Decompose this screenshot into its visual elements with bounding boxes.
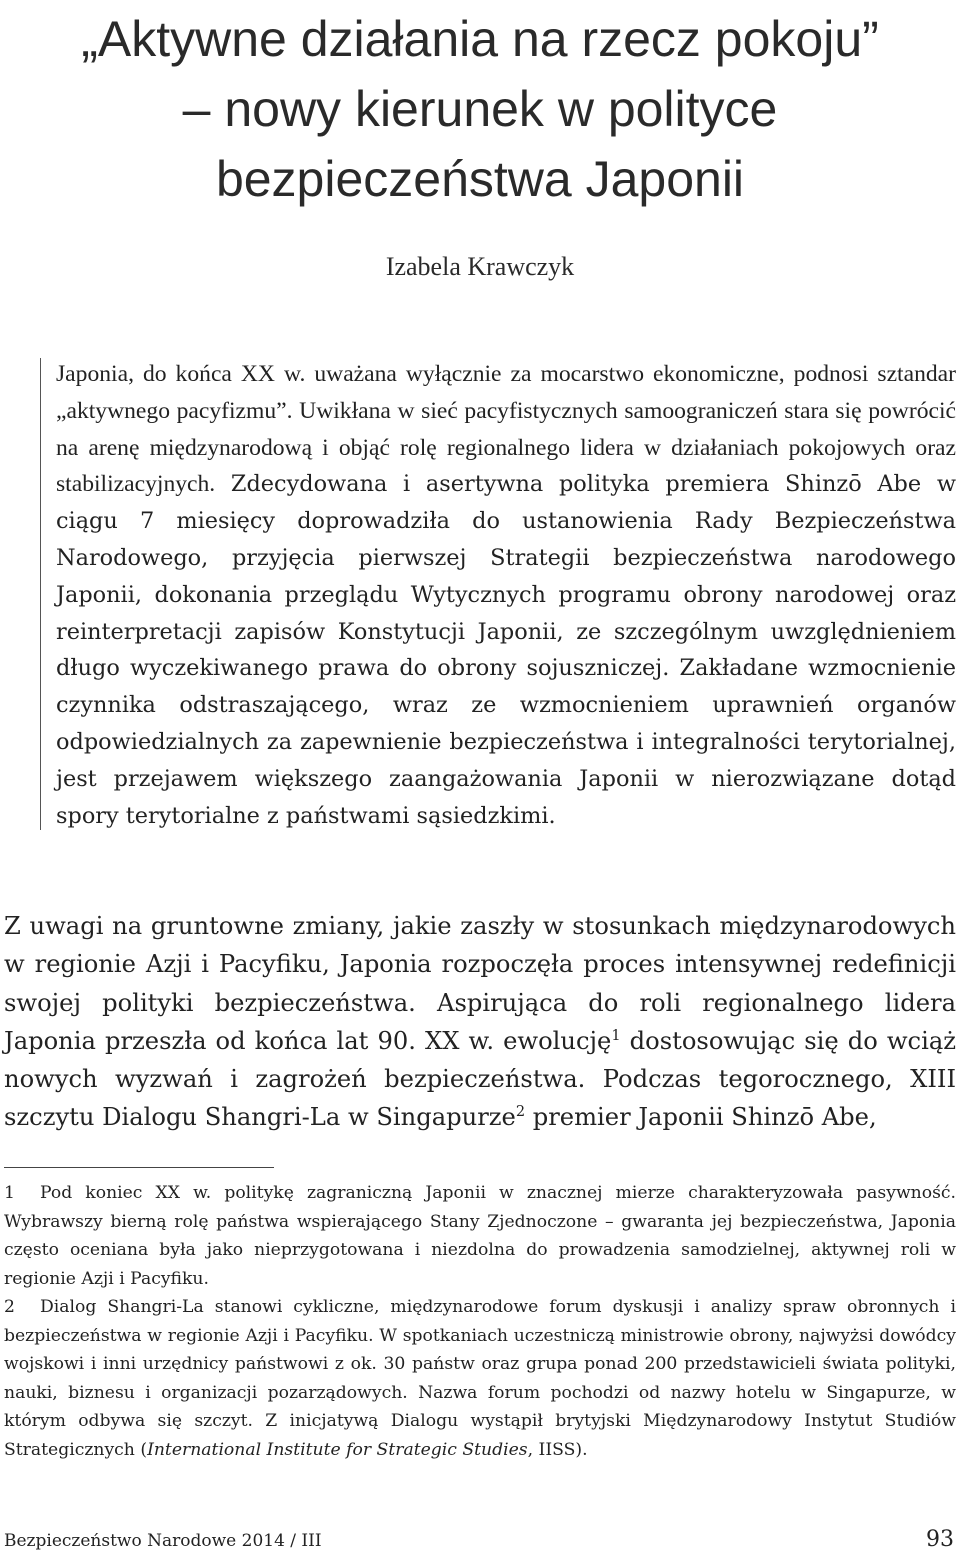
footnote-2-italic: International Institute for Strategic Studies [147, 1439, 528, 1460]
footnote-1 [4, 1179, 956, 1293]
footnote-2-tail: , IISS). [527, 1439, 588, 1460]
footnote-number-1: 1 [4, 1183, 15, 1203]
author-name: Izabela Krawczyk [385, 252, 575, 281]
title-line-3: bezpieczeństwa Japonii [215, 151, 745, 207]
article-title [0, 4, 960, 214]
body-text-1: Z uwagi na gruntowne zmiany, jakie zaszły w stosunkach międzynarodowych w regionie Azji i Pacyfiku, Japonia rozpoczęła proces intensywnej redefinicji swojej polityki bezpieczeństwa. Aspirująca do roli regionalnego lidera Japonia przeszła od końca lat 90. XX w. ewolucję [4, 912, 956, 1055]
body-paragraph [4, 907, 956, 1137]
page-number: 93 [926, 1527, 954, 1552]
footnote-number-2: 2 [4, 1297, 15, 1317]
abstract-text [56, 356, 956, 834]
footnote-2 [4, 1293, 956, 1464]
title-line-2: – nowy kierunek w polityce [182, 81, 778, 137]
body-text-2: dostosowując się do wciąż nowych wyzwań i zagrożeń bezpieczeństwa. Podczas tegorocznego, XIII szczytu Dialogu Shangri-La w Singapurze [4, 1026, 956, 1132]
journal-name: Bezpieczeństwo Narodowe 2014 / III [4, 1531, 322, 1551]
footnote-ref-1[interactable]: 1 [611, 1027, 621, 1044]
footnote-divider [4, 1167, 274, 1168]
body-text-3: premier Japonii Shinzō Abe, [525, 1103, 877, 1132]
abstract-text-part-2: Zdecydowana i asertywna polityka premiera Shinzō Abe w ciągu 7 miesięcy doprowadziła do ustanowienia Rady Bezpieczeństwa Narodowego, przyjęcia pierwszej Strategii bezpieczeństwa narodowego Japonii, dokonania przeglądu Wytycznych programu obrony narodowej oraz reinterpretacji zapisów Konstytucji Japonii, ze szczególnym uwzględnieniem długo wyczekiwanego prawa do obrony sojuszniczej. Zakładane wzmocnienie czynnika odstraszającego, wraz ze wzmocnieniem uprawnień organów odpowiedzialnych za zapewnienie bezpieczeństwa i integralności terytorialnej, jest przejawem większego zaangażowania Japonii w nierozwiązane dotąd spory terytorialne z państwami sąsiedzkimi. [56, 471, 956, 829]
abstract-text-part-1: Japonia, do końca XX w. uważana wyłącznie za mocarstwo ekonomiczne, podnosi sztandar „aktywnego pacyfizmu”. Uwikłana w sieć pacyfistycznych samoograniczeń stara się powrócić na arenę międzynarodową i objąć rolę regionalnego lidera w działaniach pokojowych oraz stabilizacyjnych. [56, 361, 956, 498]
abstract-block [40, 358, 960, 830]
footnote-text-2: Dialog Shangri-La stanowi cykliczne, międzynarodowe forum dyskusji i analizy spraw obronnych i bezpieczeństwa w regionie Azji i Pacyfiku. W spotkaniach uczestniczą ministrowie obrony, najwyżsi dowódcy wojskowi i inni urzędnicy państwowi z ok. 30 państw oraz grupa ponad 200 przedstawicieli świata polityki, nauki, biznesu i organizacji pozarządowych. Nazwa forum pochodzi od nazwy hotelu w Singapurze, w którym odbywa się szczyt. Z inicjatywą Dialogu wystąpił brytyjski Międzynarodowy Instytut Studiów Strategicznych ( [4, 1297, 956, 1460]
footnotes [4, 1179, 956, 1464]
title-line-1: „Aktywne działania na rzecz pokoju” [81, 11, 879, 67]
footnote-text-1: Pod koniec XX w. politykę zagraniczną Japonii w znacznej mierze charakteryzowała pasywność. Wybrawszy bierną rolę państwa wspierającego Stany Zjednoczone – gwaranta jej bezpieczeństwa, Japonia często oceniana była jako nieprzygotowana i niezdolna do prowadzenia samodzielnej, aktywnej roli w regionie Azji i Pacyfiku. [4, 1183, 956, 1289]
footnote-ref-2[interactable]: 2 [515, 1104, 526, 1121]
